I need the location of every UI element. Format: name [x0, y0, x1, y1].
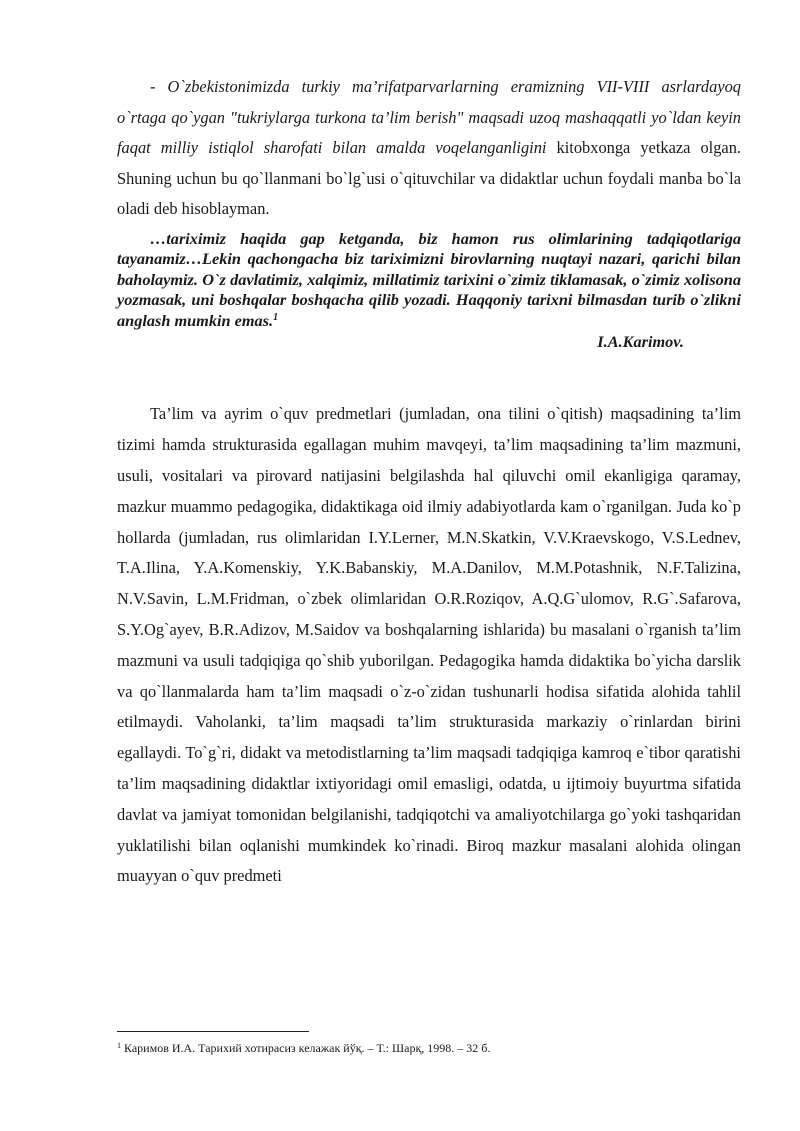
- footnote: [117, 1041, 490, 1056]
- intro-normal-text: kitobxonga yetkaza olgan. Shuning uchun bu qo`llanmani bo`lg`usi o`qituvchilar va didaktlar uchun foydali manba bo`la oladi deb hisoblayman.: [117, 138, 741, 218]
- document-page: [117, 72, 741, 892]
- intro-paragraph: [117, 72, 741, 225]
- footnote-divider: [117, 1031, 309, 1032]
- footnote-mark: 1: [117, 1041, 121, 1050]
- epigraph-quote: [117, 229, 741, 332]
- footnote-text: Каримов И.А. Тарихий хотирасиз келажак йўқ. – Т.: Шарқ, 1998. – 32 б.: [121, 1041, 491, 1055]
- intro-italic-text: - O`zbekistonimizda turkiy ma’rifatparvarlarning eramizning VII-VIII asrlardayoq o`rtaga qo`ygan "tukriylarga turkona ta’lim berish" maqsadi uzoq mashaqqatli yo`ldan keyin faqat milliy istiqlol sharofati bilan amalda voqelanganligini: [117, 77, 741, 157]
- footnote-reference: 1: [273, 311, 279, 323]
- body-paragraph: Ta’lim va ayrim o`quv predmetlari (jumladan, ona tilini o`qitish) maqsadining ta’lim tizimi hamda strukturasida egallagan muhim mavqeyi, ta’lim maqsadining ta’lim mazmuni, usuli, vositalari va pirovard natijasini belgilashda hal qiluvchi omil ekanligiga qaramay, mazkur muammo pedagogika, didaktikaga oid ilmiy adabiyotlarda kam o`rganilgan. Juda ko`p hollarda (jumladan, rus olimlaridan I.Y.Lerner, M.N.Skatkin, V.V.Kraevskogo, V.S.Lednev, T.A.Ilina, Y.A.Komenskiy, Y.K.Babanskiy, M.A.Danilov, M.M.Potashnik, N.F.Talizina, N.V.Savin, L.M.Fridman, o`zbek olimlaridan O.R.Roziqov, A.Q.G`ulomov, R.G`.Safarova, S.Y.Og`ayev, B.R.Adizov, M.Saidov va boshqalarning ishlarida) bu masalani o`rganish ta’lim mazmuni va usuli tadqiqiga qo`shib yuborilgan. Pedagogika hamda didaktika bo`yicha darslik va qo`llanmalarda ham ta’lim maqsadi o`z-o`zidan tushunarli hodisa sifatida alohida tahlil etilmaydi. Vaholanki, ta’lim maqsadi ta’lim strukturasida markaziy o`rinlardan birini egallaydi. To`g`ri, didakt va metodistlarning ta’lim maqsadi tadqiqiga kamroq e`tibor qaratishi ta’lim maqsadining didaktlar ixtiyoridagi omil emasligi, odatda, u ijtimoiy buyurtma sifatida davlat va jamiyat tomonidan belgilanishi, tadqiqotchi va amaliyotchilarga go`yoki tashqaridan yuklatilishi bilan oqlanishi mumkindek ko`rinadi. Biroq mazkur masalani alohida olingan muayyan o`quv predmeti: [117, 404, 741, 886]
- quote-text: …tariximiz haqida gap ketganda, biz hamon rus olimlarining tadqiqotlariga tayanamiz…Lekin qachongacha biz tariximizni birovlarning nuqtayi nazari, qarichi bilan baholaymiz. O`z davlatimiz, xalqimiz, millatimiz tarixini o`zimiz tiklamasak, o`zimiz xolisona yozmasak, uni boshqalar boshqacha qilib yozadi. Haqqoniy tarixni bilmasdan turib o`zlikni anglash mumkin emas.: [117, 228, 741, 330]
- quote-author: I.A.Karimov.: [597, 332, 684, 352]
